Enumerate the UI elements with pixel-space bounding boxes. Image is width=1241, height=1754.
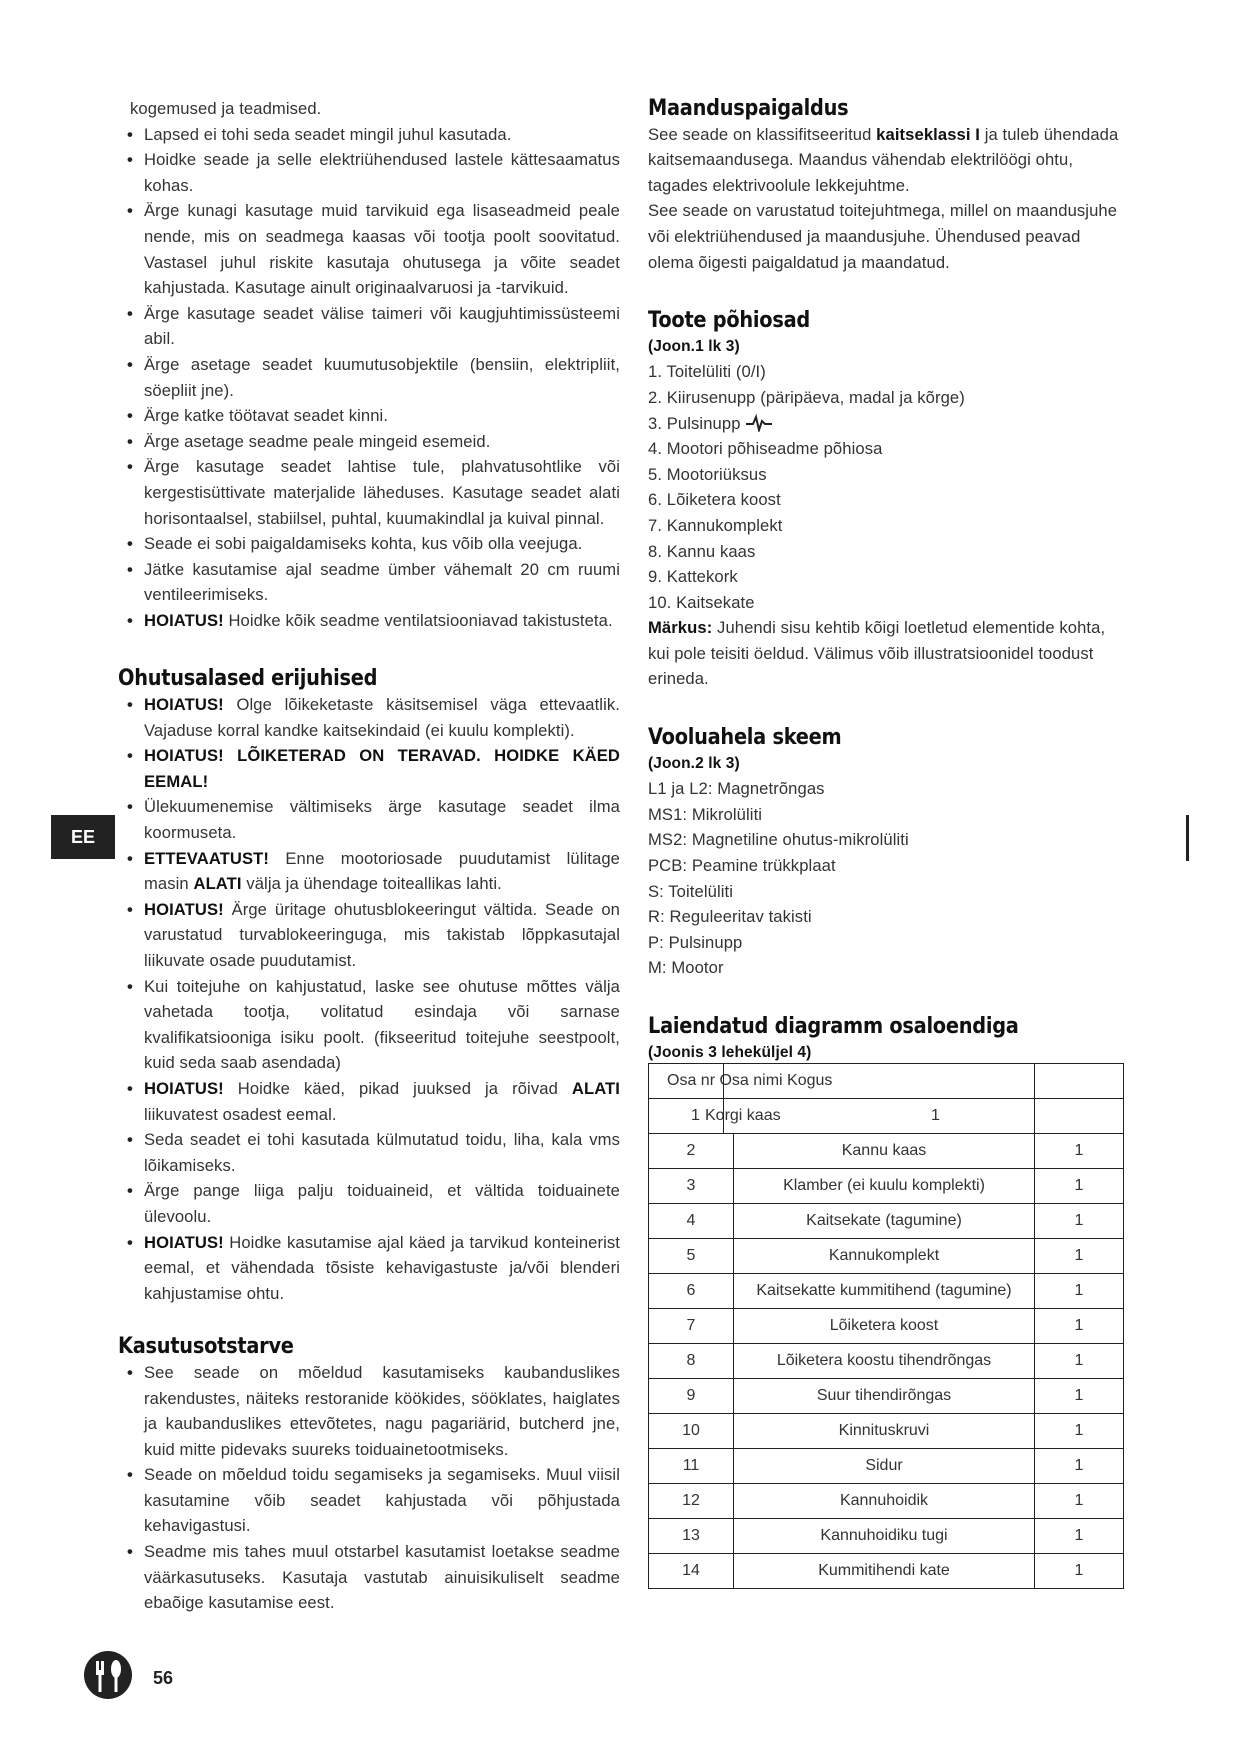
intended-use-list (130, 1360, 620, 1616)
list-item: • Ärge katke töötavat seadet kinni. (130, 403, 620, 429)
page-number: 56 (153, 1668, 174, 1688)
warning-label: HOIATUS! (144, 610, 224, 630)
quantity-cell: 1 (1035, 1379, 1124, 1414)
list-item: • Ärge kasutage seadet lahtise tule, plahvatusohtlike või kergestisüttivate materjalide läheduses. Kasutage seadet alati horisontaalsel, stabiilsel, puhtal, kuumakindlal ja kuival pinnal. (130, 454, 620, 531)
circuit-list-item: P: Pulsinupp (648, 932, 743, 952)
part-number-cell: 5 (649, 1239, 734, 1274)
quantity-cell: 1 (1035, 1449, 1124, 1484)
table-row (649, 1169, 1124, 1204)
part-name-cell: Kannuhoidik (734, 1484, 1035, 1519)
list-item: • HOIATUS! LÕIKETERAD ON TERAVAD. HOIDKE KÄED EEMAL! (130, 743, 620, 794)
circuit-list-item: R: Reguleeritav takisti (648, 907, 812, 927)
quantity-cell: 1 (1035, 1239, 1124, 1274)
list-item: • Ärge asetage seadet kuumutusobjektile (bensiin, elektripliit, söepliit jne). (130, 352, 620, 403)
quantity-cell: 1 (1035, 1414, 1124, 1449)
part-number-cell: 9 (649, 1379, 734, 1414)
margin-bar (1186, 815, 1189, 861)
circuit-reference: (Joon.2 lk 3) (648, 754, 740, 772)
quantity-cell: 1 (1035, 1134, 1124, 1169)
parts-list-item: 2. Kiirusenupp (päripäeva, madal ja kõrge) (648, 387, 965, 407)
parts-list-item: 1. Toitelüliti (0/I) (648, 362, 766, 382)
part-number-cell: 13 (649, 1519, 734, 1554)
table-row (649, 1379, 1124, 1414)
parts-reference: (Joon.1 lk 3) (648, 337, 740, 355)
quantity-cell: 1 (1035, 1169, 1124, 1204)
list-item: • HOIATUS! Olge lõikeketaste käsitsemisel väga ettevaatlik. Vajaduse korral kandke kaitsekindaid (ei kuulu komplekti). (130, 692, 620, 743)
list-item: • Ärge asetage seadme peale mingeid esemeid. (130, 429, 620, 455)
table-header-row (649, 1064, 1124, 1099)
note: Märkus: Juhendi sisu kehtib kõigi loetletud elementide kohta, kui pole teisiti öeldud. Välimus võib illustratsioonidel toodust erineda. (648, 618, 1106, 689)
circuit-list-item: S: Toitelüliti (648, 881, 734, 901)
quantity-cell: 1 (1035, 1204, 1124, 1239)
grounding-text-2: See seade on varustatud toitejuhtmega, millel on maandusjuhe või elektriühendused ja maandusjuhe. Ühendused peavad olema õigesti paigaldatud ja maandatud. (648, 201, 1118, 272)
circuit-list-item: MS2: Magnetiline ohutus-mikrolüliti (648, 830, 909, 850)
part-number-cell: 12 (649, 1484, 734, 1519)
list-item: • HOIATUS! Hoidke käed, pikad juuksed ja rõivad ALATI liikuvatest osadest eemal. (130, 1076, 620, 1127)
part-number-cell: 8 (649, 1344, 734, 1379)
circuit-list-item: M: Mootor (648, 958, 724, 978)
list-item: • Seda seadet ei tohi kasutada külmutatud toidu, liha, kala vms lõikamiseks. (130, 1127, 620, 1178)
left-column (118, 96, 620, 1616)
table-row (649, 1309, 1124, 1344)
list-item: • Ülekuumenemise vältimiseks ärge kasutage seadet ilma koormuseta. (130, 794, 620, 845)
parts-list (648, 359, 1130, 615)
part-number-cell: 3 (649, 1169, 734, 1204)
quantity-cell: 1 (1035, 1554, 1124, 1589)
parts-list-item: 7. Kannukomplekt (648, 515, 783, 535)
table-row: 1 Korgi kaas 1 (649, 1099, 1124, 1134)
part-name-cell: Kannuhoidiku tugi (734, 1519, 1035, 1554)
parts-list-item: 10. Kaitsekate (648, 592, 755, 612)
section-heading-grounding: Maanduspaigaldus (648, 96, 849, 121)
parts-table (648, 1063, 1124, 1589)
part-name-cell: Lõiketera koostu tihendrõngas (734, 1344, 1035, 1379)
list-item: • Ärge pange liiga palju toiduaineid, et vältida toiduainete ülevoolu. (130, 1178, 620, 1229)
table-row (649, 1134, 1124, 1169)
section-heading-use: Kasutusotstarve (118, 1334, 294, 1360)
table-row (649, 1204, 1124, 1239)
diagram-reference: (Joonis 3 leheküljel 4) (648, 1043, 812, 1061)
intro-text: kogemused ja teadmised. (130, 99, 322, 118)
list-item: • HOIATUS! Hoidke kasutamise ajal käed ja tarvikud konteinerist eemal, et vähendada tõsiste kehavigastuste ja/või blenderi kahjustamise ohtu. (130, 1230, 620, 1307)
part-number-cell: 10 (649, 1414, 734, 1449)
part-number-cell: 11 (649, 1449, 734, 1484)
list-item: • Kui toitejuhe on kahjustatud, laske see ohutuse mõttes välja vahetada tootja, volitatud esindaja või sarnase kvalifikatsiooniga isiku poolt. (fikseeritud toitejuhe seestpoolt, kuid seda saab asendada) (130, 974, 620, 1076)
parts-list-item: 4. Mootori põhiseadme põhiosa (648, 439, 883, 459)
table-row (649, 1449, 1124, 1484)
part-name-cell: Kannu kaas (734, 1134, 1035, 1169)
list-item: • ETTEVAATUST! Enne mootoriosade puudutamist lülitage masin ALATI välja ja ühendage toiteallikas lahti. (130, 846, 620, 897)
list-item: • Seade ei sobi paigaldamiseks kohta, kus võib olla veejuga. (130, 531, 620, 557)
parts-list-item: 6. Lõiketera koost (648, 490, 781, 510)
quantity-cell: 1 (1035, 1274, 1124, 1309)
parts-list-item: 8. Kannu kaas (648, 541, 756, 561)
part-number-cell: 14 (649, 1554, 734, 1589)
section-heading-diagram: Laiendatud diagramm osaloendiga (648, 1014, 1019, 1039)
parts-list-item: 5. Mootoriüksus (648, 464, 767, 484)
part-number-cell: 7 (649, 1309, 734, 1344)
part-name-cell: Kannukomplekt (734, 1239, 1035, 1274)
part-number-cell: 6 (649, 1274, 734, 1309)
part-name-cell: Lõiketera koost (734, 1309, 1035, 1344)
list-item: • HOIATUS! Ärge üritage ohutusblokeeringut vältida. Seade on varustatud turvablokeeringuga, mis takistab lõppkasutajal liikuvate osade puudutamist. (130, 897, 620, 974)
part-number-cell: 4 (649, 1204, 734, 1239)
table-row (649, 1554, 1124, 1589)
part-name-cell: Kaitsekate (tagumine) (734, 1204, 1035, 1239)
right-column (648, 96, 1130, 1065)
list-item: • Lapsed ei tohi seda seadet mingil juhul kasutada. (130, 122, 620, 148)
circuit-list-item: PCB: Peamine trükkplaat (648, 856, 836, 876)
part-number-cell: 2 (649, 1134, 734, 1169)
table-row (649, 1344, 1124, 1379)
circuit-list-item: L1 ja L2: Magnetrõngas (648, 779, 825, 799)
quantity-cell: 1 (1035, 1309, 1124, 1344)
quantity-cell: 1 (1035, 1519, 1124, 1554)
list-item: • Jätke kasutamise ajal seadme ümber vähemalt 20 cm ruumi ventileerimiseks. (130, 557, 620, 608)
part-name-cell: Sidur (734, 1449, 1035, 1484)
table-row (649, 1274, 1124, 1309)
circuit-list (648, 776, 1130, 981)
language-tab: EE (51, 815, 115, 859)
part-name-cell: Kummitihendi kate (734, 1554, 1035, 1589)
list-item: • Ärge kunagi kasutage muid tarvikuid ega lisaseadmeid peale nende, mis on seadmega kaasas või tootja poolt soovitatud. Vastasel juhul riskite kasutaja ohutusega ja võite seadet kahjustada. Kasutage ainult originaalvaruosi ja -tarvikuid. (130, 198, 620, 300)
quantity-cell: 1 (1035, 1484, 1124, 1519)
cutlery-logo-icon (83, 1650, 133, 1700)
section-heading-safety: Ohutusalased erijuhised (118, 666, 378, 692)
table-header: Osa nr Osa nimi Kogus (667, 1072, 833, 1089)
list-item: • Hoidke seade ja selle elektriühendused lastele kättesaamatus kohas. (130, 147, 620, 198)
list-item: • HOIATUS! Hoidke kõik seadme ventilatsiooniavad takistusteta. (130, 608, 620, 634)
grounding-text-1: See seade on klassifitseeritud kaitseklassi I ja tuleb ühendada kaitsemaandusega. Maandus vähendab elektrilöögi ohtu, tagades elektrivoolule lekkejuhtme. (648, 124, 1119, 195)
quantity-cell: 1 (1035, 1344, 1124, 1379)
list-item: • Seadme mis tahes muul otstarbel kasutamist loetakse seadme väärkasutuseks. Kasutaja vastutab ainuisikuliselt seadme ebaõige kasutamise eest. (130, 1539, 620, 1616)
table-row (649, 1484, 1124, 1519)
list-item: • See seade on mõeldud kasutamiseks kaubanduslikes rakendustes, näiteks restoranide köökides, sööklates, haiglates ja kaubanduslikes ettevõtetes, nagu pagariärid, butcherd jne, kuid mitte pidevaks suureks toiduainetootmiseks. (130, 1360, 620, 1462)
special-safety-list (130, 692, 620, 1306)
part-name-cell: Kinnituskruvi (734, 1414, 1035, 1449)
list-item: • Seade on mõeldud toidu segamiseks ja segamiseks. Muul viisil kasutamine võib seadet kahjustada või põhjustada kehavigastusi. (130, 1462, 620, 1539)
part-name-cell: Kaitsekatte kummitihend (tagumine) (734, 1274, 1035, 1309)
section-heading-parts: Toote põhiosad (648, 308, 811, 334)
part-name-cell: Klamber (ei kuulu komplekti) (734, 1169, 1035, 1204)
table-row (649, 1519, 1124, 1554)
section-heading-circuit: Vooluahela skeem (648, 725, 842, 751)
table-row (649, 1239, 1124, 1274)
circuit-list-item: MS1: Mikrolüliti (648, 804, 763, 824)
part-name-cell: Suur tihendirõngas (734, 1379, 1035, 1414)
pulse-icon (745, 414, 773, 432)
table-row (649, 1414, 1124, 1449)
parts-list-item: 9. Kattekork (648, 567, 738, 587)
general-safety-list (130, 122, 620, 608)
list-item: • Ärge kasutage seadet välise taimeri või kaugjuhtimissüsteemi abil. (130, 301, 620, 352)
parts-list-item: 3. Pulsinupp (648, 411, 1130, 437)
